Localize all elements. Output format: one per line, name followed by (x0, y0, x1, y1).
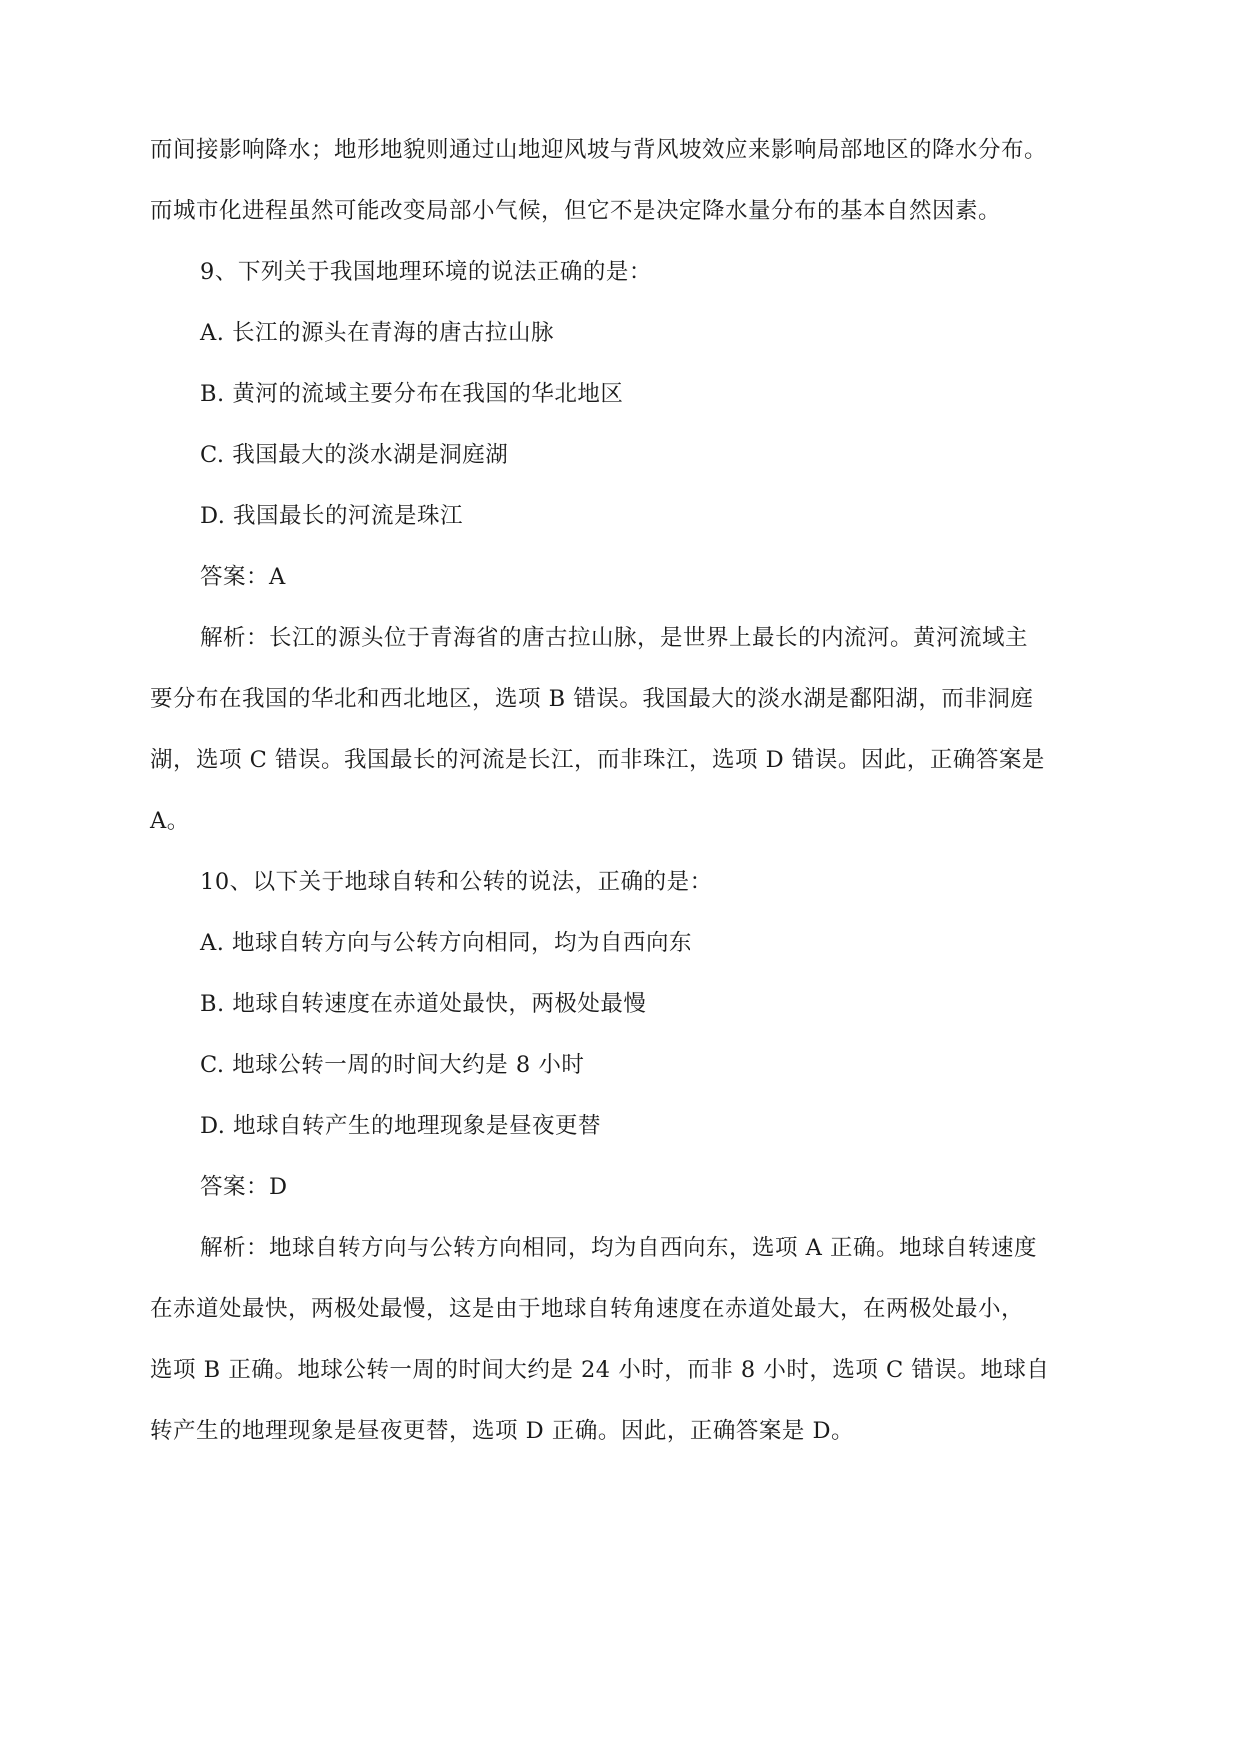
question-9-option-d: D. 我国最长的河流是珠江 (200, 503, 464, 529)
question-9-analysis-line-4: A。 (150, 808, 190, 834)
question-10-answer: 答案：D (200, 1174, 288, 1200)
question-9-analysis-line-1: 解析：长江的源头位于青海省的唐古拉山脉，是世界上最长的内流河。黄河流域主 (200, 625, 1029, 651)
question-9-analysis-line-2: 要分布在我国的华北和西北地区，选项 B 错误。我国最大的淡水湖是鄱阳湖，而非洞庭 (150, 686, 1034, 712)
question-10-analysis-line-3: 选项 B 正确。地球公转一周的时间大约是 24 小时，而非 8 小时，选项 C 错误。地球自 (150, 1357, 1050, 1383)
question-9-stem: 9、下列关于我国地理环境的说法正确的是： (200, 259, 652, 285)
intro-line-2: 而城市化进程虽然可能改变局部小气候，但它不是决定降水量分布的基本自然因素。 (150, 198, 1002, 224)
question-10-option-d: D. 地球自转产生的地理现象是昼夜更替 (200, 1113, 602, 1139)
question-9-analysis-line-3: 湖，选项 C 错误。我国最长的河流是长江，而非珠江，选项 D 错误。因此，正确答案是 (150, 747, 1045, 773)
question-9-option-a: A. 长江的源头在青海的唐古拉山脉 (200, 320, 555, 346)
question-9-answer: 答案：A (200, 564, 286, 590)
question-9-option-b: B. 黄河的流域主要分布在我国的华北地区 (200, 381, 624, 407)
question-10-option-b: B. 地球自转速度在赤道处最快，两极处最慢 (200, 991, 647, 1017)
question-10-analysis-line-4: 转产生的地理现象是昼夜更替，选项 D 正确。因此，正确答案是 D。 (150, 1418, 855, 1444)
intro-line-1: 而间接影响降水；地形地貌则通过山地迎风坡与背风坡效应来影响局部地区的降水分布。 (150, 137, 1048, 163)
question-9-option-c: C. 我国最大的淡水湖是洞庭湖 (200, 442, 509, 468)
question-10-analysis-line-2: 在赤道处最快，两极处最慢，这是由于地球自转角速度在赤道处最大，在两极处最小， (150, 1296, 1025, 1322)
question-10-analysis-line-1: 解析：地球自转方向与公转方向相同，均为自西向东，选项 A 正确。地球自转速度 (200, 1235, 1038, 1261)
question-10-option-a: A. 地球自转方向与公转方向相同，均为自西向东 (200, 930, 693, 956)
question-10-option-c: C. 地球公转一周的时间大约是 8 小时 (200, 1052, 585, 1078)
question-10-stem: 10、以下关于地球自转和公转的说法，正确的是： (200, 869, 713, 895)
